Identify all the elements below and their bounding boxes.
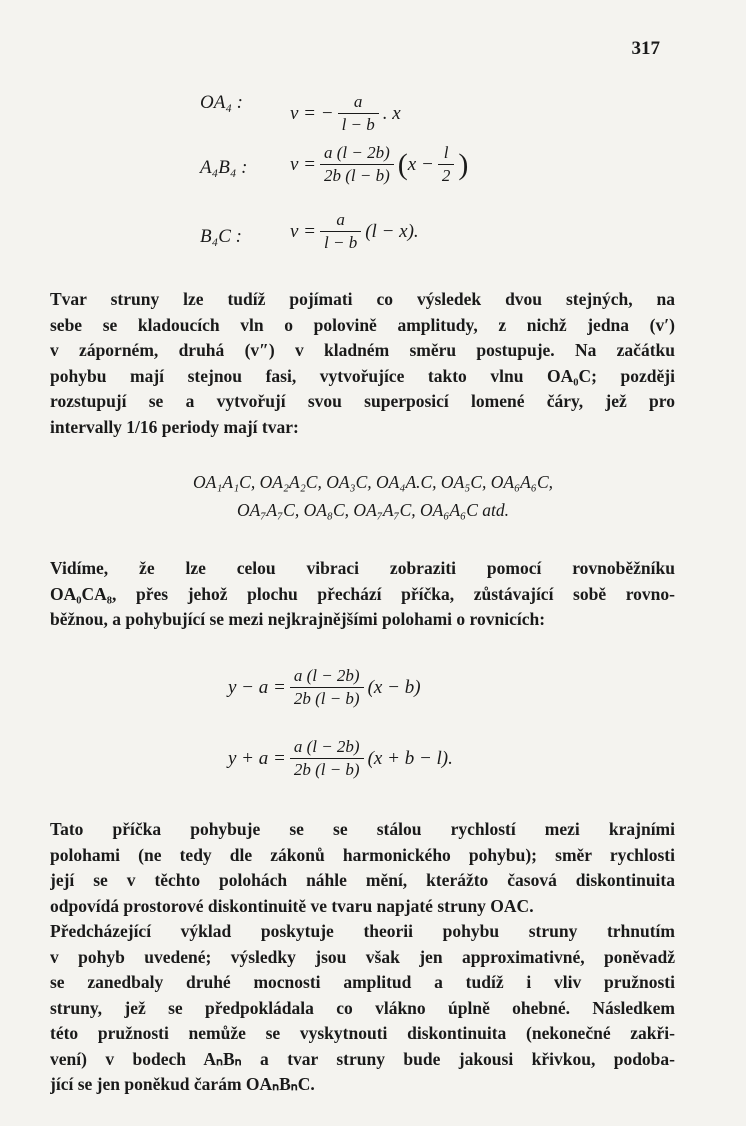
text-line: pohybu mají stejnou fasi, vytvořujíce takto vlnu OA₀C; později [50,365,675,386]
fraction [320,210,361,253]
figure-sequence [0,472,746,528]
text-line: se zanedbaly druhé mocnosti amplitud a tudíž i vliv pružnosti [50,972,675,992]
text-line: OA₀CA₈, přes jehož plochu přechází příčka, zůstávající sobě rovno- [50,583,675,604]
equation-rest: (x − b) [367,676,421,698]
equation-label: A₄B₄ : [200,157,248,178]
denominator: 2 [438,164,455,186]
text-line: Tato příčka pohybuje se se stálou rychlostí mezi krajními [50,819,675,839]
sequence-line: OA₇A₇C, OA₈C, OA₇A₇C, OA₆A₆C atd. [236,500,510,520]
numerator: a [336,210,345,229]
left-paren: ( [397,147,408,181]
denominator: 2b (l − b) [290,687,364,709]
text-line: Předcházející výklad poskytuje theorii pohybu struny trhnutím [50,921,675,941]
text-line: Tvar struny lze tudíž pojímati co výsledek dvou stejných, na [50,289,675,309]
equation-rest: . x [382,102,401,124]
paragraph-3 [50,817,675,919]
equation-rest: (l − x). [365,220,419,242]
paragraph-2 [50,556,675,633]
equation-lhs: y + a = [228,747,286,769]
equation-label: OA₄ : [200,92,244,113]
fraction-inner [438,143,455,186]
text-line: vení) v bodech AₙBₙ a tvar struny bude jakousi křivkou, podoba- [50,1048,675,1069]
text-line: této pružnosti nemůže se vyskytnouti diskontinuita (nekonečné zakři- [50,1023,675,1043]
numerator: a (l − 2b) [293,666,360,685]
text-line: v pohyb uvedené; výsledky jsou však jen approximativné, poněvadž [50,946,675,967]
numerator: l [443,143,449,162]
denominator: 2b (l − b) [290,758,364,780]
denominator: 2b (l − b) [320,164,394,186]
text-line: Vidíme, že lze celou vibraci zobraziti pomocí rovnoběžníku [50,558,675,578]
numerator: a (l − 2b) [324,143,390,162]
equation-rest: (x + b − l). [367,747,453,769]
paren-lhs: x − [407,153,434,175]
numerator: a (l − 2b) [293,737,360,756]
denominator: l − b [320,231,361,253]
page-number: 317 [631,38,660,59]
sequence-line: OA₁A₁C, OA₂A₂C, OA₃C, OA₄A.C, OA₅C, OA₆A₆C, [192,472,553,492]
fraction [338,92,379,135]
equation-lhs: v = [290,153,317,175]
text-line: intervally 1/16 periody mají tvar: [50,416,299,437]
equation-lhs: v = − [290,102,334,124]
fraction [320,143,394,186]
denominator: l − b [338,113,379,135]
text-line: polohami (ne tedy dle zákonů harmonického pohybu); směr rychlosti [50,844,675,865]
text-line: běžnou, a pohybující se mezi nejkrajnějšími polohami o rovnicích: [50,609,546,629]
numerator: a [353,92,363,111]
fraction [290,737,364,780]
text-line: v záporném, druhá (v″) v kladném směru postupuje. Na začátku [50,340,675,360]
text-line: struny, jež se předpokládala co vlákno úplně ohebné. Následkem [50,997,675,1018]
right-paren: ) [458,147,469,181]
fraction [290,666,364,709]
text-line: jící se jen poněkud čarám OAₙBₙC. [50,1074,315,1094]
equation-lhs: v = [290,220,317,242]
paragraph-4 [50,919,675,1098]
text-line: její se v těchto polohách náhle mění, kterážto časová diskontinuita [50,870,675,890]
paragraph-1 [50,287,675,440]
equation-lhs: y − a = [228,676,286,698]
text-line: rozstupují se a vytvořují svou superposicí lomené čáry, jež pro [50,391,675,411]
text-line: odpovídá prostorové diskontinuitě ve tvaru napjaté struny OAC. [50,895,534,916]
text-line: sebe se kladoucích vln o polovině amplitudy, z nichž jedna (v′) [50,314,675,335]
equation-label: B₄C : [200,226,242,247]
